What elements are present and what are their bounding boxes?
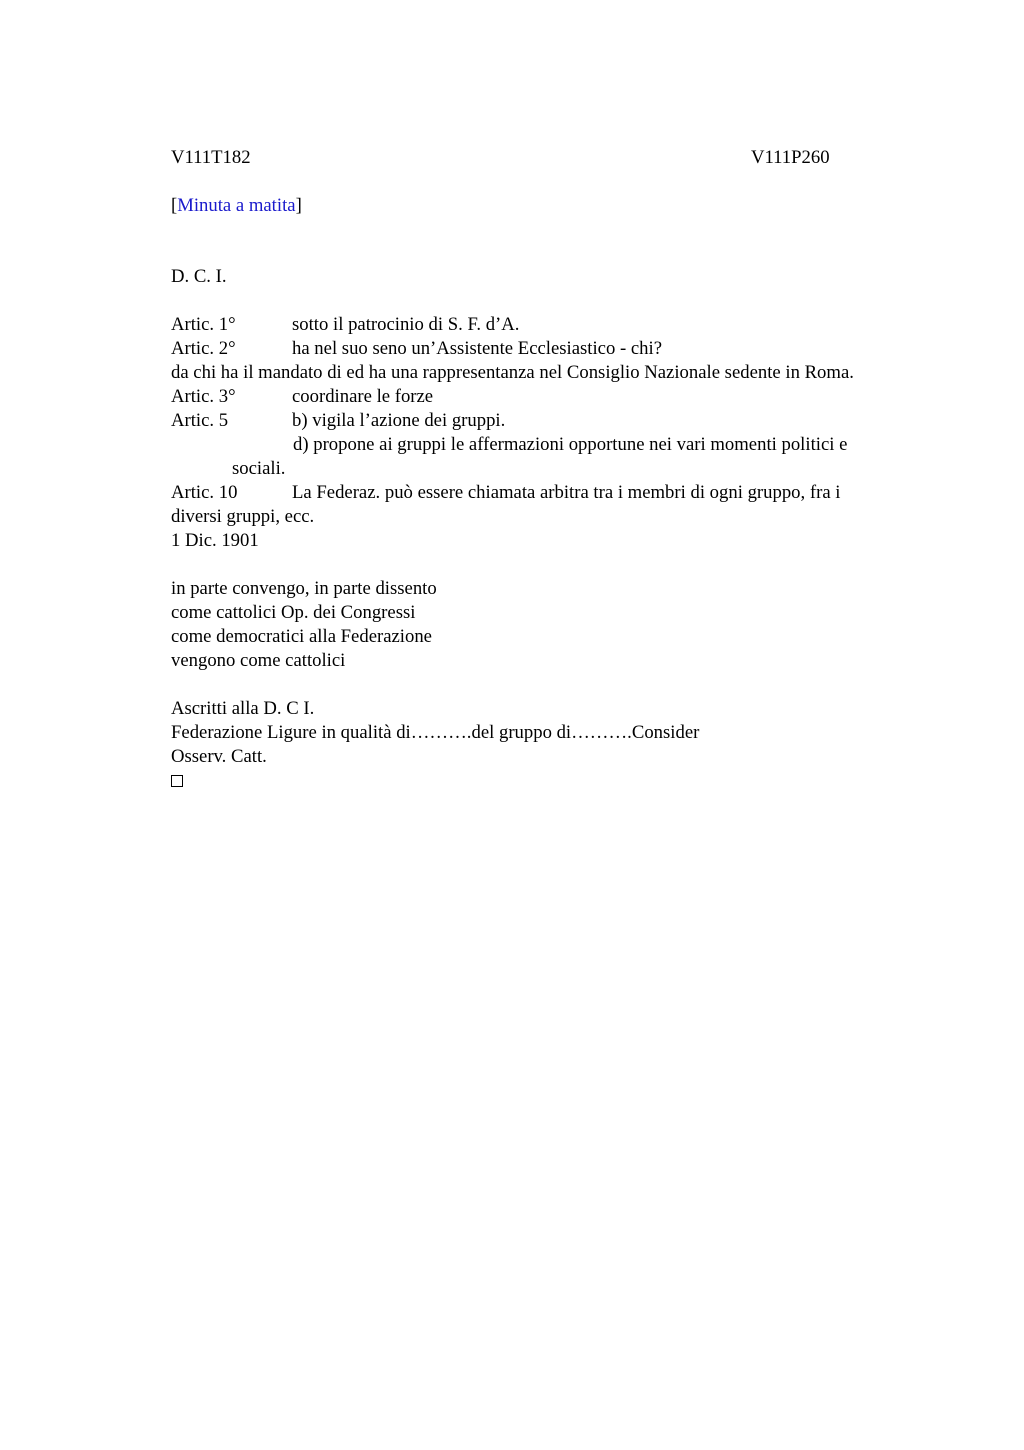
article-5-point-d-continuation: sociali. (232, 458, 286, 479)
article-2-continuation: da chi ha il mandato di ed ha una rappresentanza nel Consiglio Nazionale sedente in Roma. (171, 362, 854, 383)
article-10-label: Artic. 10 (171, 482, 238, 503)
notes-line-1: in parte convengo, in parte dissento (171, 578, 437, 599)
article-5 (171, 409, 931, 433)
article-2-label: Artic. 2° (171, 338, 236, 359)
closing-line-3: Osserv. Catt. (171, 746, 267, 767)
document-header (171, 146, 931, 170)
notes-line-2: come cattolici Op. dei Congressi (171, 602, 416, 623)
notes-line-3: come democratici alla Federazione (171, 626, 432, 647)
article-5-text: b) vigila l’azione dei gruppi. (292, 410, 506, 431)
article-3-text: coordinare le forze (292, 386, 434, 407)
document-page (171, 146, 931, 793)
article-3-label: Artic. 3° (171, 386, 236, 407)
article-10 (171, 481, 931, 505)
article-5-label: Artic. 5 (171, 410, 229, 431)
article-1-text: sotto il patrocinio di S. F. d’A. (292, 314, 520, 335)
article-1 (171, 313, 931, 337)
article-2 (171, 337, 931, 361)
article-5-point-d: d) propone ai gruppi le affermazioni opportune nei vari momenti politici e (293, 434, 848, 455)
document-title: D. C. I. (171, 266, 227, 287)
notes-line-4: vengono come cattolici (171, 650, 346, 671)
document-date: 1 Dic. 1901 (171, 530, 259, 551)
article-10-text: La Federaz. può essere chiamata arbitra tra i membri di ogni gruppo, fra i (292, 482, 841, 503)
note-open-bracket: [ (171, 195, 178, 216)
note-close-bracket: ] (295, 195, 302, 216)
article-10-continuation: diversi gruppi, ecc. (171, 506, 315, 527)
closing-line-1: Ascritti alla D. C I. (171, 698, 315, 719)
note-text: Minuta a matita (177, 195, 296, 216)
article-2-text: ha nel suo seno un’Assistente Ecclesiastico - chi? (292, 338, 663, 359)
header-right-code: V111P260 (751, 147, 830, 168)
closing-line-2: Federazione Ligure in qualità di……….del gruppo di……….Consider (171, 722, 700, 743)
draft-note (171, 194, 931, 218)
article-1-label: Artic. 1° (171, 314, 236, 335)
end-mark (171, 769, 931, 793)
empty-square-icon (171, 775, 183, 787)
article-3 (171, 385, 931, 409)
header-left-code: V111T182 (171, 147, 251, 168)
